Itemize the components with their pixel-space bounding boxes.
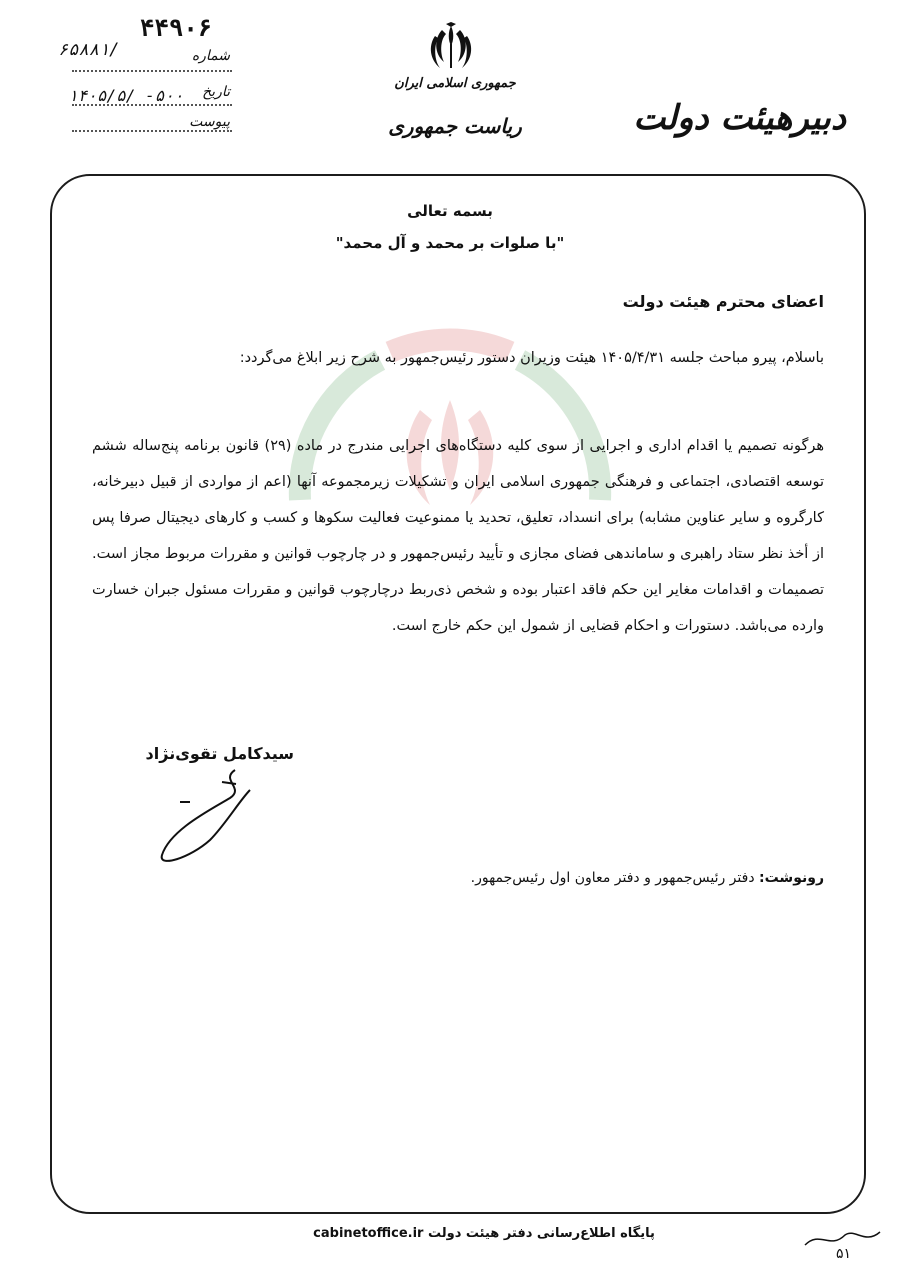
signer-name: سیدکامل تقوی‌نژاد [145, 744, 294, 763]
intro-paragraph: باسلام، پیرو مباحث جلسه ۱۴۰۵/۴/۳۱ هیئت وزیران دستور رئیس‌جمهور به شرح زیر ابلاغ می‌گردد: [239, 350, 824, 366]
addressee: اعضای محترم هیئت دولت [622, 292, 824, 311]
page-number: ۵۱ [836, 1246, 852, 1262]
date-label: تاریخ [202, 84, 230, 100]
letter-date: ۱۴۰۵/۵/ -۵۰۰ [68, 86, 184, 105]
letter-number-handwritten: ۴۴۹۰۶ [140, 14, 213, 42]
order-paragraph: هرگونه تصمیم یا اقدام اداری و اجرایی از سوی کلیه دستگاه‌های اجرایی مندرج در ماده (۲۹) قانون برنامه پنج‌ساله ششم توسعه اقتصادی، اجتماعی و فرهنگی جمهوری اسلامی ایران و تشکیلات زیرمجموعه آنها (اعم از مواردی از قبیل دبیرخانه، کارگروه و سایر عناوین مشابه) برای انسداد، تعلیق، تحدید یا ممنوعیت فعالیت سکوها و کسب و کارهای دیجیتال صرفا پس از أخذ نظر ستاد راهبری و ساماندهی فضای مجازی و تأیید رئیس‌جمهور و در چارچوب قوانین و مقررات مربوط مجاز است. تصمیمات و اقدامات مغایر این حکم فاقد اعتبار بوده و شخص ذی‌ربط درچارچوب قوانین و مقررات مسئول جبران خسارت وارده می‌باشد. دستورات و احکام قضایی از شمول این حکم خارج است. [92, 438, 824, 634]
cc-text: دفتر رئیس‌جمهور و دفتر معاون اول رئیس‌جمهور. [470, 870, 755, 886]
attachment-label: پیوست [189, 114, 230, 130]
footer [300, 1226, 660, 1241]
org-title: دبیرهیئت دولت [633, 98, 846, 138]
footer-label: پایگاه اطلاع‌رسانی دفتر هیئت دولت [427, 1226, 655, 1241]
signature-icon [150, 760, 300, 870]
cc-label: رونوشت: [759, 870, 824, 886]
iran-emblem-icon [426, 22, 476, 74]
cc-line [471, 870, 824, 886]
bismillah-heading: بسمه تعالی [407, 202, 493, 220]
footer-site: cabinetoffice.ir [313, 1226, 424, 1241]
country-name: جمهوری اسلامی ایران [394, 76, 516, 91]
presidency-title: ریاست جمهوری [388, 114, 522, 138]
letter-number-secondary: ۶۵۸۸۱/ [58, 40, 120, 60]
dotted-line [72, 130, 232, 132]
dotted-line [72, 104, 232, 106]
number-label: شماره [191, 48, 230, 64]
salavat-line: "با صلوات بر محمد و آل محمد" [335, 234, 565, 252]
dotted-line [72, 70, 232, 72]
